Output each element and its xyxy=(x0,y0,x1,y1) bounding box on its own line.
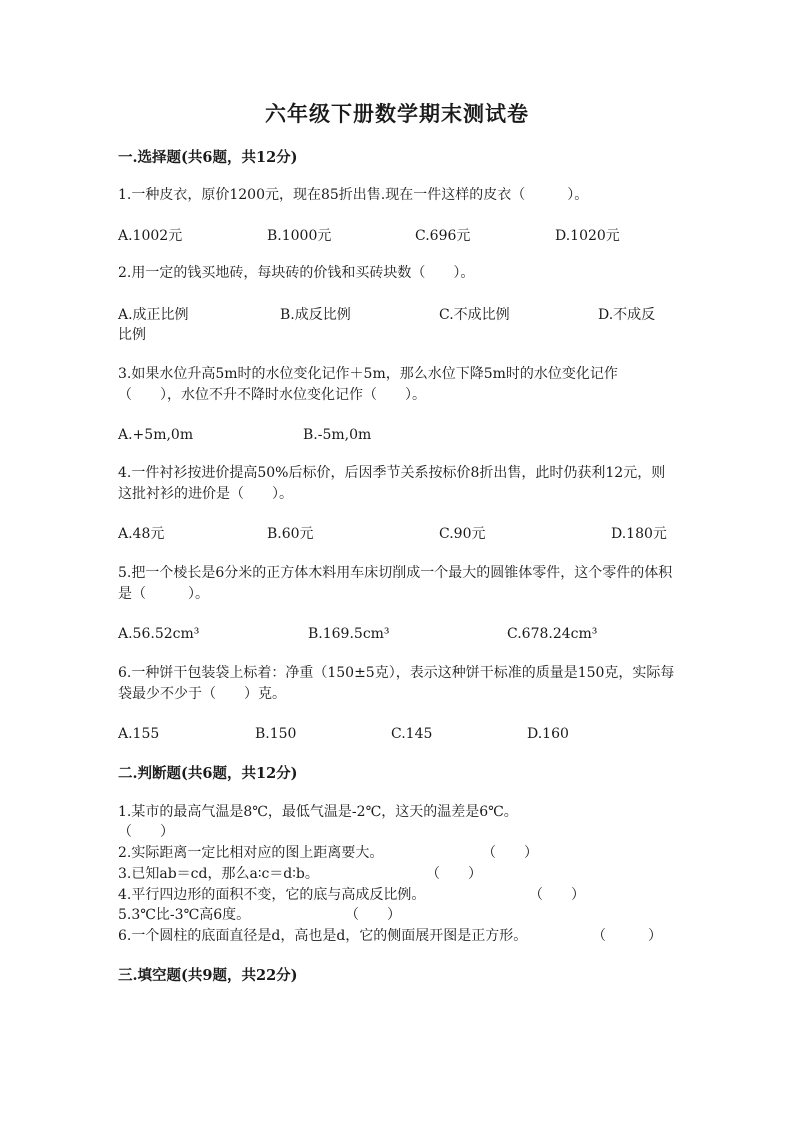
question-3-stem: 3.如果水位升高5m时的水位变化记作＋5m，那么水位下降5m时的水位变化记作（ ），水位不升不降时水位变化记作（ ）。 xyxy=(118,366,618,403)
judge-5-text: 5.3℃比-3℃高6度。 xyxy=(118,907,251,923)
q2-option-d-wrap: 比例 xyxy=(118,327,146,343)
judge-2-paren: （ ） xyxy=(482,845,538,861)
judge-2-text: 2.实际距离一定比相对应的图上距离要大。 xyxy=(118,845,384,861)
section-heading-judge: 二.判断题(共6题，共12分) xyxy=(118,765,298,782)
judge-3-paren: （ ） xyxy=(426,866,482,882)
section-heading-fill: 三.填空题(共9题，共22分) xyxy=(118,967,298,984)
section-heading-choice: 一.选择题(共6题，共12分) xyxy=(118,149,298,166)
judge-4-paren: （ ） xyxy=(529,887,585,903)
question-5-stem: 5.把一个棱长是6分米的正方体木料用车床切削成一个最大的圆锥体零件，这个零件的体积是（ ）。 xyxy=(118,565,673,602)
q6-option-d: D.160 xyxy=(527,726,569,742)
judge-1-paren: （ ） xyxy=(118,824,174,840)
q4-option-a: A.48元 xyxy=(118,526,165,542)
q2-option-a: A.成正比例 xyxy=(118,307,189,323)
judge-5-paren: （ ） xyxy=(345,907,401,923)
question-4-stem: 4.一件衬衫按进价提高50%后标价，后因季节关系按标价8折出售，此时仍获利12元，则这批衬衫的进价是（ ）。 xyxy=(118,465,666,502)
q6-option-a: A.155 xyxy=(118,726,160,742)
q5-option-c: C.678.24cm³ xyxy=(507,626,598,642)
q1-option-a: A.1002元 xyxy=(118,228,183,244)
q2-option-c: C.不成比例 xyxy=(439,307,510,323)
q6-option-c: C.145 xyxy=(391,726,433,742)
q5-option-a: A.56.52cm³ xyxy=(118,626,200,642)
judge-4-text: 4.平行四边形的面积不变，它的底与高成反比例。 xyxy=(118,887,426,903)
q2-option-b: B.成反比例 xyxy=(280,307,351,323)
q6-option-b: B.150 xyxy=(255,726,297,742)
question-2-stem: 2.用一定的钱买地砖，每块砖的价钱和买砖块数（ ）。 xyxy=(118,265,475,281)
q4-option-d: D.180元 xyxy=(611,526,667,542)
q4-option-b: B.60元 xyxy=(267,526,314,542)
judge-6-text: 6.一个圆柱的底面直径是d，高也是d，它的侧面展开图是正方形。 xyxy=(118,928,528,944)
q3-option-b: B.-5m,0m xyxy=(303,427,372,443)
judge-1-text: 1.某市的最高气温是8℃，最低气温是-2℃，这天的温差是6℃。 xyxy=(118,804,518,820)
q3-option-a: A.+5m,0m xyxy=(118,427,194,443)
question-6-stem: 6.一种饼干包装袋上标着：净重（150±5克），表示这种饼干标准的质量是150克，实际每袋最少不少于（ ）克。 xyxy=(118,665,675,702)
judge-6-paren: （ ） xyxy=(592,928,662,944)
q2-option-d: D.不成反 xyxy=(598,307,656,323)
q1-option-b: B.1000元 xyxy=(267,228,332,244)
q1-option-c: C.696元 xyxy=(415,228,471,244)
page-title: 六年级下册数学期末测试卷 xyxy=(265,101,529,126)
question-1-stem: 1.一种皮衣，原价1200元，现在85折出售.现在一件这样的皮衣（ ）。 xyxy=(118,187,589,203)
judge-3-text: 3.已知ab＝cd，那么a∶c＝d∶b。 xyxy=(118,866,319,882)
q4-option-c: C.90元 xyxy=(439,526,486,542)
q1-option-d: D.1020元 xyxy=(555,228,620,244)
q5-option-b: B.169.5cm³ xyxy=(308,626,390,642)
